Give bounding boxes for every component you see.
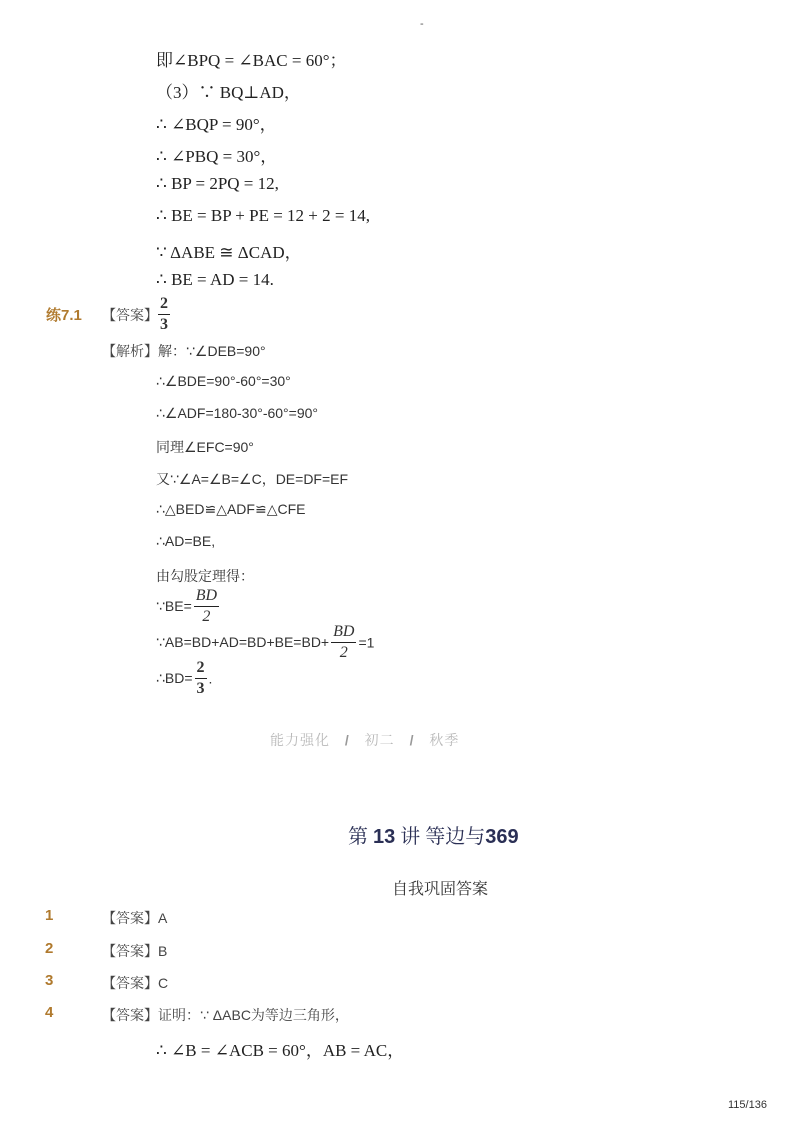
analysis-line-11-suffix: . bbox=[208, 670, 213, 687]
analysis-line-10 bbox=[156, 624, 374, 661]
analysis-line-7: ∴AD=BE, bbox=[156, 533, 216, 549]
title-middle: 讲 等边与 bbox=[400, 826, 486, 848]
analysis-line-9 bbox=[156, 588, 221, 625]
proof-line-6: ∴ BE = BP + PE = 12 + 2 = 14, bbox=[156, 206, 370, 225]
title-suffix: 369 bbox=[485, 826, 519, 848]
answer-numerator: 2 bbox=[158, 296, 170, 315]
analysis-line-2: ∴∠BDE=90°-60°=30° bbox=[156, 373, 291, 389]
title-number: 13 bbox=[373, 826, 396, 848]
proof-line-7: ∵ ΔABE ≅ ΔCAD， bbox=[156, 243, 302, 262]
analysis-line-8: 由勾股定理得： bbox=[156, 568, 254, 584]
analysis-line-3: ∴∠ADF=180-30°-60°=90° bbox=[156, 405, 319, 421]
answer-tag-2: 【答案】B bbox=[102, 943, 168, 959]
footer-item-season: 秋季 bbox=[429, 732, 460, 748]
answer-number-2: 2 bbox=[45, 940, 54, 957]
fraction-denominator: 3 bbox=[196, 680, 205, 697]
proof-line-1: 即∠BPQ = ∠BAC = 60°； bbox=[156, 51, 347, 70]
proof-line-4: ∴ ∠PBQ = 30°， bbox=[156, 147, 278, 166]
analysis-line-5: 又∵∠A=∠B=∠C，DE=DF=EF bbox=[156, 471, 349, 487]
answer-tag-3: 【答案】C bbox=[102, 975, 169, 991]
analysis-line-11-prefix: ∴BD= bbox=[156, 670, 193, 686]
analysis-line-9-prefix: ∵BE= bbox=[156, 598, 192, 614]
section-subtitle: 自我巩固答案 bbox=[392, 881, 489, 898]
proof-line-5: ∴ BP = 2PQ = 12, bbox=[156, 174, 279, 193]
fraction-numerator: 2 bbox=[195, 660, 207, 679]
answer-tag: 【答案】 bbox=[102, 307, 158, 323]
analysis-line-6: ∴△BED≌△ADF≌△CFE bbox=[156, 501, 306, 517]
fraction-numerator: BD bbox=[194, 588, 219, 607]
header-mark: - bbox=[420, 18, 424, 30]
fraction-denominator: 2 bbox=[202, 608, 211, 625]
footer-item-grade: 初二 bbox=[364, 732, 395, 748]
footer-separator: / bbox=[409, 732, 415, 748]
answer-tag-4: 【答案】证明：∵ ΔABC为等边三角形， bbox=[102, 1007, 349, 1023]
page-footer-nav bbox=[270, 730, 459, 750]
analysis-tag: 【解析】 bbox=[102, 343, 158, 359]
title-prefix: 第 bbox=[348, 826, 368, 848]
proof-line-q4-2: ∴ ∠B = ∠ACB = 60°，AB = AC， bbox=[156, 1041, 405, 1060]
proof-line-8: ∴ BE = AD = 14. bbox=[156, 270, 274, 289]
exercise-label: 练7.1 bbox=[46, 307, 82, 324]
footer-separator: / bbox=[344, 732, 350, 748]
section-title bbox=[348, 820, 519, 849]
analysis-line-1: 解：∵∠DEB=90° bbox=[158, 343, 266, 359]
proof-line-3: ∴ ∠BQP = 90°， bbox=[156, 115, 277, 134]
analysis-line-4: 同理∠EFC=90° bbox=[156, 439, 254, 455]
answer-number-4: 4 bbox=[45, 1004, 54, 1021]
answer-number-3: 3 bbox=[45, 972, 54, 989]
analysis-line-10-suffix: =1 bbox=[358, 634, 375, 651]
proof-line-2: （3）∵ BQ⊥AD， bbox=[156, 83, 301, 102]
page-number: 115/136 bbox=[728, 1099, 767, 1111]
answer-number-1: 1 bbox=[45, 907, 54, 924]
analysis-line-11 bbox=[156, 660, 212, 697]
answer-tag-1: 【答案】A bbox=[102, 910, 168, 926]
footer-item-ability: 能力强化 bbox=[270, 732, 330, 748]
answer-fraction bbox=[156, 296, 172, 333]
answer-denominator: 3 bbox=[160, 316, 168, 333]
fraction-numerator: BD bbox=[331, 624, 356, 643]
fraction-denominator: 2 bbox=[339, 644, 348, 661]
analysis-line-10-prefix: ∵AB=BD+AD=BD+BE=BD+ bbox=[156, 634, 330, 650]
